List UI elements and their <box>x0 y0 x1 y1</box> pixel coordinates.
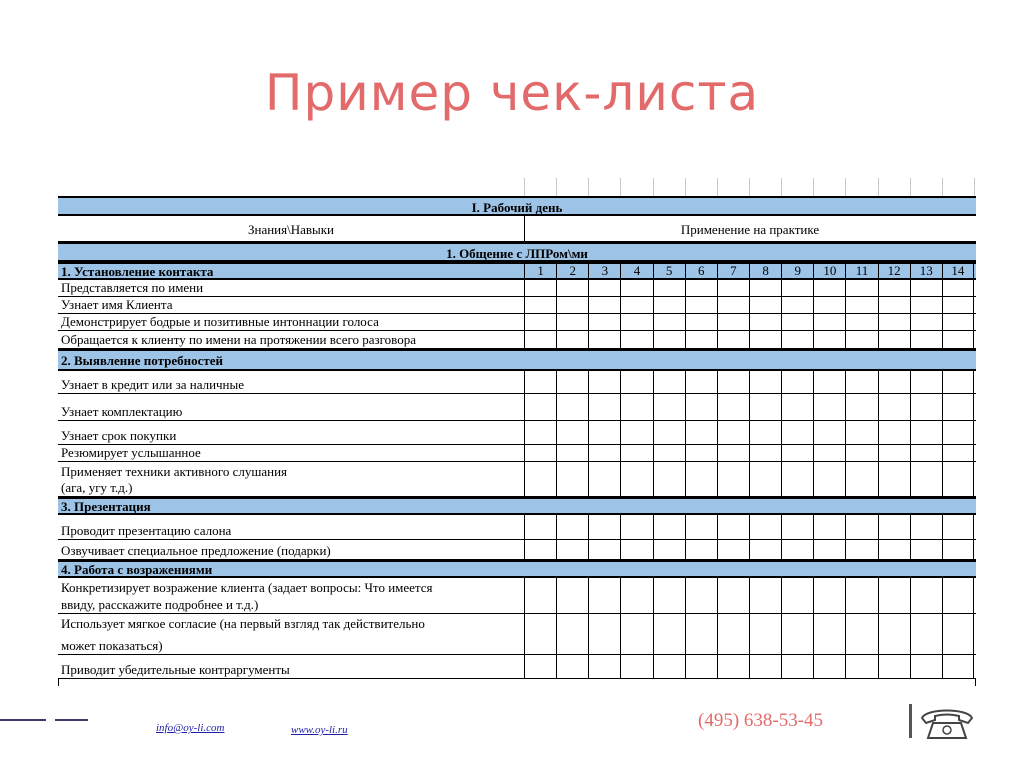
checkbox-cell[interactable] <box>942 421 974 444</box>
checklist-item-row <box>58 314 976 331</box>
checklist-table <box>58 178 976 686</box>
checkbox-cell[interactable] <box>556 371 588 393</box>
checkbox-cell[interactable] <box>845 462 877 496</box>
sheet-gridline <box>685 178 686 196</box>
checkbox-cell[interactable] <box>620 655 652 678</box>
checkbox-cell[interactable] <box>717 331 749 348</box>
footer-divider <box>55 719 88 721</box>
checkbox-cell[interactable] <box>781 578 813 613</box>
checkbox-cell[interactable] <box>556 655 588 678</box>
checklist-item-row <box>58 394 976 421</box>
checkbox-cell[interactable] <box>813 462 845 496</box>
checkbox-cell[interactable] <box>910 394 942 420</box>
day-number: 3 <box>588 264 620 278</box>
checklist-item: Узнает комплектацию <box>61 404 183 419</box>
day-number: 14 <box>942 264 974 278</box>
checkbox-cell[interactable] <box>653 331 685 348</box>
checkbox-cell[interactable] <box>556 462 588 496</box>
sheet-gridline <box>813 178 814 196</box>
checkbox-cell[interactable] <box>524 655 556 678</box>
checkbox-cell[interactable] <box>685 462 717 496</box>
table-header-band <box>58 196 976 216</box>
checkbox-cell[interactable] <box>910 297 942 313</box>
checkbox-cell[interactable] <box>653 445 685 461</box>
checkbox-cell[interactable] <box>749 280 781 296</box>
checkbox-cell[interactable] <box>749 540 781 559</box>
checkbox-cell[interactable] <box>685 421 717 444</box>
checkbox-cell[interactable] <box>749 578 781 613</box>
checkbox-cell[interactable] <box>845 280 877 296</box>
column-header-practice: Применение на практике <box>680 222 820 237</box>
checklist-item: Обращается к клиенту по имени на протяжении всего разговора <box>61 332 417 347</box>
footer-divider <box>0 719 46 721</box>
checkbox-cell[interactable] <box>620 421 652 444</box>
checkbox-cell[interactable] <box>845 371 877 393</box>
sheet-gridline <box>749 178 750 196</box>
checkbox-cell[interactable] <box>556 614 588 654</box>
sheet-gridline <box>845 178 846 196</box>
checklist-item: Демонстрирует бодрые и позитивные интоннации голоса <box>61 314 379 329</box>
checkbox-cell[interactable] <box>813 297 845 313</box>
checkbox-cell[interactable] <box>878 655 910 678</box>
checkbox-cell[interactable] <box>781 280 813 296</box>
checkbox-cell[interactable] <box>878 578 910 613</box>
checkbox-cell[interactable] <box>588 371 620 393</box>
sheet-gridline <box>524 178 525 196</box>
section-title: 1. Установление контакта <box>61 264 214 279</box>
sub-header: 1. Общение с ЛПРом\ми <box>446 246 588 261</box>
checkbox-cell[interactable] <box>845 421 877 444</box>
checkbox-cell[interactable] <box>717 578 749 613</box>
checkbox-cell[interactable] <box>749 515 781 539</box>
section-title: 4. Работа с возражениями <box>61 562 213 577</box>
checkbox-cell[interactable] <box>910 540 942 559</box>
sheet-gridline <box>620 178 621 196</box>
checkbox-cell[interactable] <box>620 314 652 330</box>
checkbox-cell[interactable] <box>845 515 877 539</box>
section-title: 2. Выявление потребностей <box>61 352 224 368</box>
checkbox-cell[interactable] <box>524 331 556 348</box>
checkbox-cell[interactable] <box>845 445 877 461</box>
checkbox-cell[interactable] <box>781 614 813 654</box>
checkbox-cell[interactable] <box>813 331 845 348</box>
checklist-item: Представляется по имени <box>61 280 204 295</box>
checkbox-cell[interactable] <box>524 578 556 613</box>
checklist-item-row <box>58 421 976 445</box>
checkbox-cell[interactable] <box>524 421 556 444</box>
checkbox-cell[interactable] <box>781 331 813 348</box>
checkbox-cell[interactable] <box>749 614 781 654</box>
checkbox-cell[interactable] <box>653 394 685 420</box>
sheet-gridline <box>942 178 943 196</box>
checkbox-cell[interactable] <box>685 515 717 539</box>
sheet-gridline <box>653 178 654 196</box>
checkbox-cell[interactable] <box>588 394 620 420</box>
checkbox-cell[interactable] <box>749 462 781 496</box>
checkbox-cell[interactable] <box>781 394 813 420</box>
checkbox-cell[interactable] <box>524 462 556 496</box>
checkbox-cell[interactable] <box>878 280 910 296</box>
checkbox-cell[interactable] <box>653 280 685 296</box>
checkbox-cell[interactable] <box>813 394 845 420</box>
checkbox-cell[interactable] <box>910 462 942 496</box>
checkbox-cell[interactable] <box>524 445 556 461</box>
checkbox-cell[interactable] <box>910 314 942 330</box>
checkbox-cell[interactable] <box>685 331 717 348</box>
sheet-gridline <box>781 178 782 196</box>
checkbox-cell[interactable] <box>813 614 845 654</box>
checkbox-cell[interactable] <box>749 421 781 444</box>
sheet-gridline <box>717 178 718 196</box>
checkbox-cell[interactable] <box>620 371 652 393</box>
checkbox-cell[interactable] <box>588 515 620 539</box>
checkbox-cell[interactable] <box>878 314 910 330</box>
section-title: 3. Презентация <box>61 499 151 514</box>
checkbox-cell[interactable] <box>878 394 910 420</box>
checkbox-cell[interactable] <box>813 445 845 461</box>
sub-header-band <box>58 242 976 262</box>
website-link[interactable]: www.oy-li.ru <box>291 724 348 736</box>
checkbox-cell[interactable] <box>749 314 781 330</box>
checkbox-cell[interactable] <box>717 394 749 420</box>
checkbox-cell[interactable] <box>878 421 910 444</box>
checkbox-cell[interactable] <box>717 280 749 296</box>
checkbox-cell[interactable] <box>942 655 974 678</box>
checkbox-cell[interactable] <box>845 331 877 348</box>
checkbox-cell[interactable] <box>556 331 588 348</box>
checkbox-cell[interactable] <box>781 314 813 330</box>
checkbox-cell[interactable] <box>781 540 813 559</box>
checkbox-cell[interactable] <box>942 445 974 461</box>
day-number: 7 <box>717 264 749 278</box>
checkbox-cell[interactable] <box>620 331 652 348</box>
checkbox-cell[interactable] <box>685 614 717 654</box>
checkbox-cell[interactable] <box>942 297 974 313</box>
checkbox-cell[interactable] <box>942 614 974 654</box>
checkbox-cell[interactable] <box>781 421 813 444</box>
checkbox-cell[interactable] <box>845 297 877 313</box>
checkbox-cell[interactable] <box>524 614 556 654</box>
checklist-item-row <box>58 578 976 614</box>
checkbox-cell[interactable] <box>813 314 845 330</box>
checkbox-cell[interactable] <box>878 515 910 539</box>
day-number: 5 <box>653 264 685 278</box>
checkbox-cell[interactable] <box>653 540 685 559</box>
checkbox-cell[interactable] <box>685 445 717 461</box>
checklist-item: Узнает имя Клиента <box>61 297 173 312</box>
checkbox-cell[interactable] <box>813 371 845 393</box>
checkbox-cell[interactable] <box>685 297 717 313</box>
checkbox-cell[interactable] <box>845 540 877 559</box>
checkbox-cell[interactable] <box>685 280 717 296</box>
checkbox-cell[interactable] <box>588 655 620 678</box>
checklist-item-row <box>58 614 976 655</box>
checkbox-cell[interactable] <box>524 371 556 393</box>
checkbox-cell[interactable] <box>813 515 845 539</box>
sheet-gridline <box>974 178 975 196</box>
checkbox-cell[interactable] <box>685 371 717 393</box>
checkbox-cell[interactable] <box>588 462 620 496</box>
checkbox-cell[interactable] <box>878 445 910 461</box>
checkbox-cell[interactable] <box>781 655 813 678</box>
checklist-item: может показаться) <box>61 638 163 653</box>
checkbox-cell[interactable] <box>942 578 974 613</box>
checkbox-cell[interactable] <box>813 655 845 678</box>
checkbox-cell[interactable] <box>910 515 942 539</box>
checklist-item-row <box>58 462 976 497</box>
checklist-item: Узнает в кредит или за наличные <box>61 377 245 392</box>
checkbox-cell[interactable] <box>845 614 877 654</box>
checklist-item-row <box>58 445 976 462</box>
day-number: 2 <box>556 264 588 278</box>
table-header: I. Рабочий день <box>471 200 563 215</box>
checkbox-cell[interactable] <box>845 655 877 678</box>
checklist-item: Приводит убедительные контраргументы <box>61 662 290 677</box>
section-title-band <box>58 560 976 578</box>
sheet-gridline <box>556 178 557 196</box>
checkbox-cell[interactable] <box>910 614 942 654</box>
checkbox-cell[interactable] <box>588 578 620 613</box>
checklist-item-row <box>58 297 976 314</box>
checkbox-cell[interactable] <box>556 540 588 559</box>
checkbox-cell[interactable] <box>653 371 685 393</box>
day-number: 10 <box>813 264 845 278</box>
checklist-item-row <box>58 540 976 560</box>
checkbox-cell[interactable] <box>717 655 749 678</box>
checkbox-cell[interactable] <box>878 462 910 496</box>
checklist-item-row <box>58 655 976 679</box>
checkbox-cell[interactable] <box>588 314 620 330</box>
checkbox-cell[interactable] <box>942 462 974 496</box>
checklist-item-row <box>58 331 976 349</box>
checkbox-cell[interactable] <box>556 578 588 613</box>
checklist-item: Конкретизирует возражение клиента (задает вопросы: Что имеется <box>61 580 433 595</box>
sheet-gridline <box>878 178 879 196</box>
checkbox-cell[interactable] <box>588 280 620 296</box>
email-link[interactable]: info@oy-li.com <box>156 722 225 734</box>
checkbox-cell[interactable] <box>653 655 685 678</box>
checkbox-cell[interactable] <box>620 280 652 296</box>
checkbox-cell[interactable] <box>653 314 685 330</box>
checkbox-cell[interactable] <box>524 540 556 559</box>
checkbox-cell[interactable] <box>749 445 781 461</box>
checkbox-cell[interactable] <box>781 462 813 496</box>
day-number: 9 <box>781 264 813 278</box>
checklist-item: Проводит презентацию салона <box>61 523 232 538</box>
checkbox-cell[interactable] <box>620 297 652 313</box>
checkbox-cell[interactable] <box>813 421 845 444</box>
checkbox-cell[interactable] <box>942 280 974 296</box>
footer-divider-vertical <box>909 704 912 738</box>
checkbox-cell[interactable] <box>910 280 942 296</box>
checklist-item: Резюмирует услышанное <box>61 445 201 460</box>
checkbox-cell[interactable] <box>524 280 556 296</box>
checkbox-cell[interactable] <box>717 421 749 444</box>
checkbox-cell[interactable] <box>717 614 749 654</box>
day-number: 11 <box>845 264 877 278</box>
checkbox-cell[interactable] <box>620 540 652 559</box>
checkbox-cell[interactable] <box>942 540 974 559</box>
checkbox-cell[interactable] <box>942 331 974 348</box>
checkbox-cell[interactable] <box>717 540 749 559</box>
checkbox-cell[interactable] <box>620 445 652 461</box>
checkbox-cell[interactable] <box>524 515 556 539</box>
checkbox-cell[interactable] <box>749 394 781 420</box>
checkbox-cell[interactable] <box>942 515 974 539</box>
telephone-icon <box>918 704 976 742</box>
checkbox-cell[interactable] <box>685 540 717 559</box>
checkbox-cell[interactable] <box>653 515 685 539</box>
checklist-item: Озвучивает специальное предложение (подарки) <box>61 543 331 558</box>
checkbox-cell[interactable] <box>749 297 781 313</box>
checkbox-cell[interactable] <box>588 614 620 654</box>
checkbox-cell[interactable] <box>653 614 685 654</box>
day-number: 12 <box>878 264 910 278</box>
checkbox-cell[interactable] <box>942 394 974 420</box>
checkbox-cell[interactable] <box>878 297 910 313</box>
checkbox-cell[interactable] <box>717 314 749 330</box>
day-number: 8 <box>749 264 781 278</box>
checkbox-cell[interactable] <box>878 540 910 559</box>
checklist-item: ввиду, расскажите подробнее и т.д.) <box>61 597 259 612</box>
checkbox-cell[interactable] <box>910 331 942 348</box>
checklist-item: Использует мягкое согласие (на первый взгляд так действительно <box>61 616 425 631</box>
checkbox-cell[interactable] <box>910 655 942 678</box>
checkbox-cell[interactable] <box>910 371 942 393</box>
checkbox-cell[interactable] <box>588 421 620 444</box>
day-number: 6 <box>685 264 717 278</box>
checkbox-cell[interactable] <box>588 331 620 348</box>
checkbox-cell[interactable] <box>620 462 652 496</box>
checkbox-cell[interactable] <box>781 515 813 539</box>
checkbox-cell[interactable] <box>813 540 845 559</box>
checkbox-cell[interactable] <box>845 394 877 420</box>
checkbox-cell[interactable] <box>878 371 910 393</box>
checkbox-cell[interactable] <box>556 445 588 461</box>
checkbox-cell[interactable] <box>781 297 813 313</box>
checklist-item: Применяет техники активного слушания <box>61 464 288 479</box>
checkbox-cell[interactable] <box>653 462 685 496</box>
checklist-item: (ага, угу т.д.) <box>61 480 133 495</box>
checkbox-cell[interactable] <box>845 314 877 330</box>
checkbox-cell[interactable] <box>781 371 813 393</box>
checkbox-cell[interactable] <box>942 371 974 393</box>
checkbox-cell[interactable] <box>653 297 685 313</box>
checkbox-cell[interactable] <box>749 331 781 348</box>
checkbox-cell[interactable] <box>653 578 685 613</box>
checklist-item: Узнает срок покупки <box>61 428 177 443</box>
checkbox-cell[interactable] <box>878 331 910 348</box>
day-number: 4 <box>620 264 652 278</box>
checkbox-cell[interactable] <box>781 445 813 461</box>
checkbox-cell[interactable] <box>588 445 620 461</box>
checkbox-cell[interactable] <box>556 421 588 444</box>
checkbox-cell[interactable] <box>717 515 749 539</box>
checkbox-cell[interactable] <box>653 421 685 444</box>
checkbox-cell[interactable] <box>685 578 717 613</box>
checkbox-cell[interactable] <box>524 314 556 330</box>
section-title-band <box>58 497 976 515</box>
checkbox-cell[interactable] <box>749 371 781 393</box>
checkbox-cell[interactable] <box>717 462 749 496</box>
section-title-band <box>58 349 976 371</box>
checkbox-cell[interactable] <box>942 314 974 330</box>
checkbox-cell[interactable] <box>717 445 749 461</box>
checkbox-cell[interactable] <box>620 578 652 613</box>
sheet-gridline <box>910 178 911 196</box>
checkbox-cell[interactable] <box>588 540 620 559</box>
checkbox-cell[interactable] <box>910 445 942 461</box>
checkbox-cell[interactable] <box>524 297 556 313</box>
checkbox-cell[interactable] <box>524 394 556 420</box>
checkbox-cell[interactable] <box>556 515 588 539</box>
checkbox-cell[interactable] <box>749 655 781 678</box>
slide-title: Пример чек-листа <box>264 64 760 122</box>
checkbox-cell[interactable] <box>717 371 749 393</box>
checkbox-cell[interactable] <box>878 614 910 654</box>
checkbox-cell[interactable] <box>620 394 652 420</box>
day-number: 13 <box>910 264 942 278</box>
section-title-band <box>58 262 976 280</box>
checkbox-cell[interactable] <box>717 297 749 313</box>
checkbox-cell[interactable] <box>813 280 845 296</box>
checkbox-cell[interactable] <box>588 297 620 313</box>
column-header-skills: Знания\Навыки <box>247 222 335 237</box>
checkbox-cell[interactable] <box>620 515 652 539</box>
phone-number: (495) 638-53-45 <box>698 710 824 731</box>
checkbox-cell[interactable] <box>685 655 717 678</box>
checkbox-cell[interactable] <box>845 578 877 613</box>
checklist-item-row <box>58 371 976 394</box>
column-header-row <box>58 216 976 242</box>
checkbox-cell[interactable] <box>910 421 942 444</box>
checklist-item-row <box>58 280 976 297</box>
sheet-gridline <box>588 178 589 196</box>
checkbox-cell[interactable] <box>813 578 845 613</box>
day-number: 1 <box>524 264 556 278</box>
checkbox-cell[interactable] <box>685 394 717 420</box>
checkbox-cell[interactable] <box>620 614 652 654</box>
checkbox-cell[interactable] <box>556 314 588 330</box>
checkbox-cell[interactable] <box>556 394 588 420</box>
checkbox-cell[interactable] <box>685 314 717 330</box>
checkbox-cell[interactable] <box>556 297 588 313</box>
checkbox-cell[interactable] <box>910 578 942 613</box>
checkbox-cell[interactable] <box>556 280 588 296</box>
checklist-item-row <box>58 515 976 540</box>
